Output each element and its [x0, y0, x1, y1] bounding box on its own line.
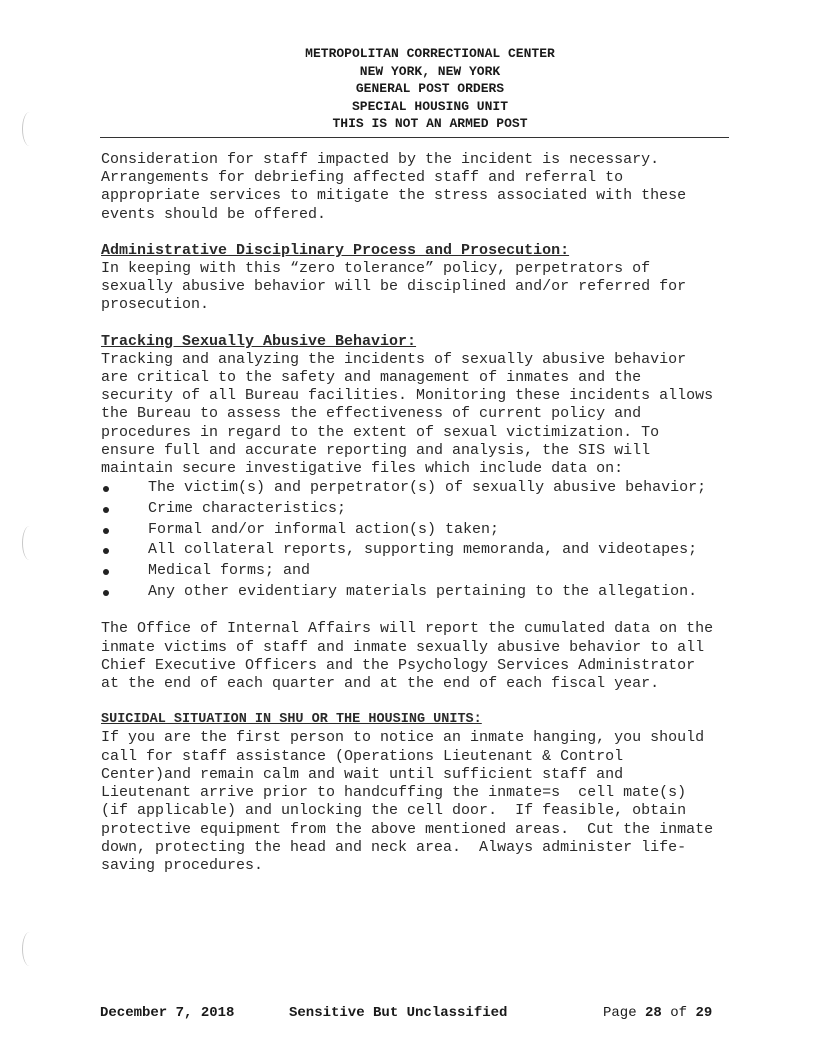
header-facility: METROPOLITAN CORRECTIONAL CENTER: [305, 46, 555, 61]
bullet-icon: [103, 548, 109, 554]
list-item: Medical forms; and: [101, 561, 761, 582]
header-unit: SPECIAL HOUSING UNIT: [351, 98, 509, 114]
section-heading-disciplinary: Administrative Disciplinary Process and Prosecution:: [101, 241, 570, 259]
bullet-icon: [103, 486, 109, 492]
list-item: The victim(s) and perpetrator(s) of sexually abusive behavior;: [101, 478, 761, 499]
tracking-data-list: [101, 478, 761, 602]
document-body: [101, 151, 761, 875]
list-item: All collateral reports, supporting memoranda, and videotapes;: [101, 540, 761, 561]
header-post-type: THIS IS NOT AN ARMED POST: [332, 116, 528, 131]
footer-classification: Sensitive But Unclassified: [289, 1005, 508, 1021]
disciplinary-paragraph: In keeping with this “zero tolerance” policy, perpetrators of sexually abusive behavior will be disciplined and/or referred for prosecution.: [101, 260, 687, 314]
document-header: [250, 45, 610, 133]
list-item: Any other evidentiary materials pertaining to the allegation.: [101, 582, 761, 603]
margin-mark: [22, 112, 37, 146]
bullet-icon: [103, 569, 109, 575]
bullet-icon: [103, 507, 109, 513]
footer-date: December 7, 2018: [100, 1005, 235, 1021]
header-location: NEW YORK, NEW YORK: [359, 63, 501, 79]
tracking-paragraph: Tracking and analyzing the incidents of sexually abusive behavior are critical to the safety and management of inmates and the security of all Bureau facilities. Monitoring these incidents allows the Bureau to assess the effectiveness of current policy and procedures in regard to the extent of sexual victimization. To ensure full and accurate reporting and analysis, the SIS will maintain secure investigative files which include data on:: [101, 350, 714, 478]
intro-paragraph: Consideration for staff impacted by the incident is necessary. Arrangements for debriefing affected staff and referral to appropriate services to mitigate the stress associated with these events should be offered.: [101, 151, 687, 223]
margin-mark: [22, 932, 37, 966]
footer-page-number: Page 28 of 29: [603, 1005, 713, 1021]
header-post-orders: GENERAL POST ORDERS: [355, 81, 505, 96]
list-item: Formal and/or informal action(s) taken;: [101, 520, 761, 541]
bullet-icon: [103, 590, 109, 596]
margin-mark: [22, 526, 37, 560]
section-heading-suicidal: SUICIDAL SITUATION IN SHU OR THE HOUSING UNITS:: [101, 712, 482, 728]
suicidal-situation-paragraph: If you are the first person to notice an inmate hanging, you should call for staff assistance (Operations Lieutenant & Control Center)and remain calm and wait until sufficient staff and Lieutenant arrive prior to handcuffing the inmate=s cell mate(s) (if applicable) and unlocking the cell door. If feasible, obtain protective equipment from the above mentioned areas. Cut the inmate down, protecting the head and neck area. Always administer life- saving procedures.: [101, 729, 714, 874]
section-heading-tracking: Tracking Sexually Abusive Behavior:: [101, 332, 417, 350]
header-divider: [100, 137, 729, 138]
bullet-icon: [103, 528, 109, 534]
list-item: Crime characteristics;: [101, 499, 761, 520]
internal-affairs-paragraph: The Office of Internal Affairs will report the cumulated data on the inmate victims of staff and inmate sexually abusive behavior to all Chief Executive Officers and the Psychology Services Administrator at the end of each quarter and at the end of each fiscal year.: [101, 620, 714, 693]
